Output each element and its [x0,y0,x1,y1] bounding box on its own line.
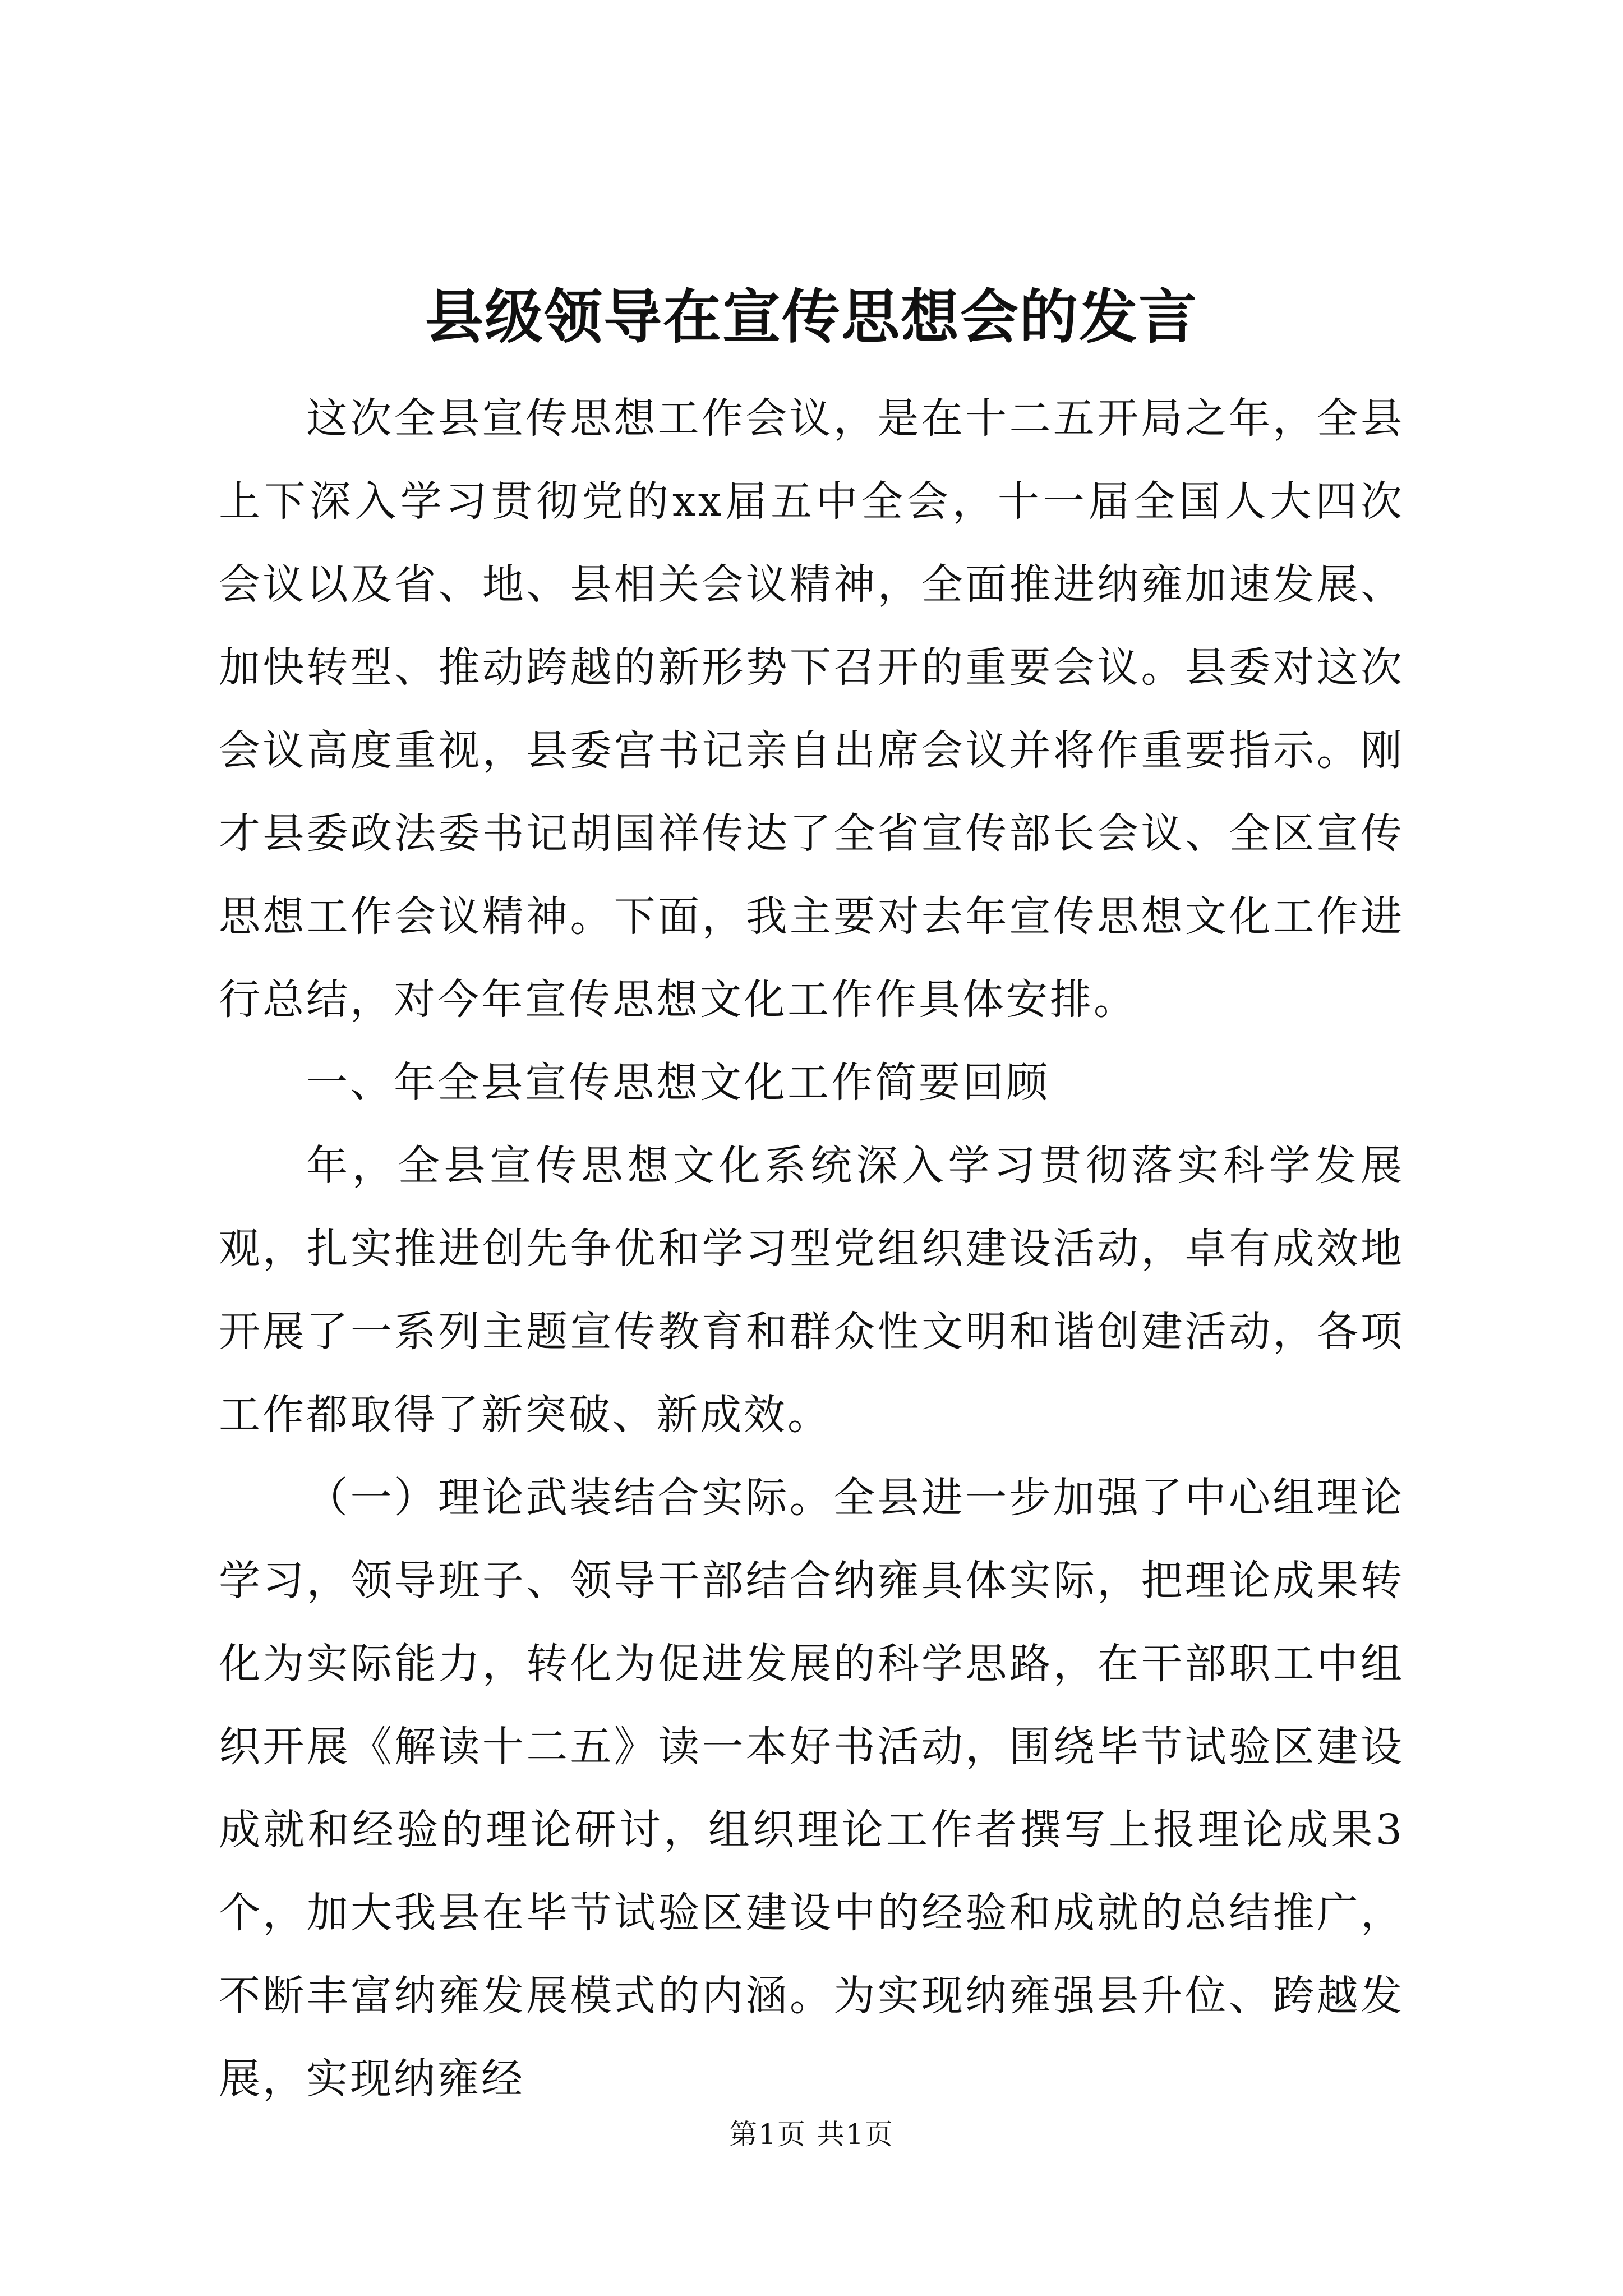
paragraph-theory: （一）理论武装结合实际。全县进一步加强了中心组理论学习，领导班子、领导干部结合纳雍具体实际，把理论成果转化为实际能力，转化为促进发展的科学思路，在干部职工中组织开展《解读十二五》读一本好书活动，围绕毕节试验区建设成就和经验的理论研讨，组织理论工作者撰写上报理论成果3个，加大我县在毕节试验区建设中的经验和成就的总结推广，不断丰富纳雍发展模式的内涵。为实现纳雍强县升位、跨越发展，实现纳雍经 [219,1474,1404,2103]
paragraph-intro: 这次全县宣传思想工作会议，是在十二五开局之年，全县上下深入学习贯彻党的xx届五中全会，十一届全国人大四次会议以及省、地、县相关会议精神，全面推进纳雍加速发展、加快转型、推动跨越的新形势下召开的重要会议。县委对这次会议高度重视，县委宫书记亲自出席会议并将作重要指示。刚才县委政法委书记胡国祥传达了全省宣传部长会议、全区宣传思想工作会议精神。下面，我主要对去年宣传思想文化工作进行总结，对今年宣传思想文化工作作具体安排。 [219,394,1404,1024]
document-title: 县级领导在宣传思想会的发言 [425,282,1198,351]
page-footer: 第1页 共1页 [729,2118,894,2151]
section-heading-review: 一、年全县宣传思想文化工作简要回顾 [306,1059,1050,1107]
document-body [219,377,1404,2120]
paragraph-summary: 年，全县宣传思想文化系统深入学习贯彻落实科学发展观，扎实推进创先争优和学习型党组织建设活动，卓有成效地开展了一系列主题宣传教育和群众性文明和谐创建活动，各项工作都取得了新突破、新成效。 [219,1142,1404,1439]
